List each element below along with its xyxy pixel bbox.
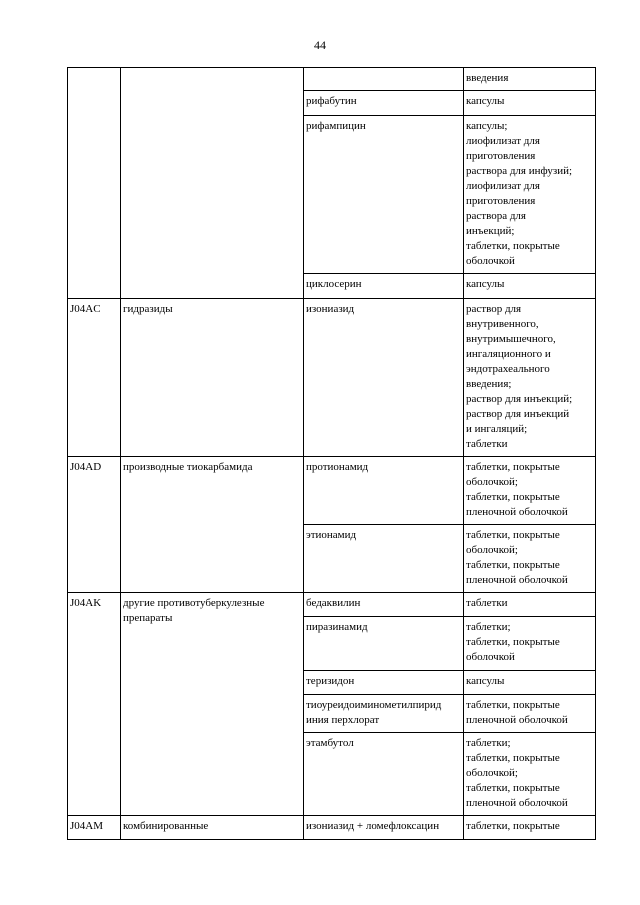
table-row [68,457,596,525]
atc-group-cell: другие противотуберкулезные препараты [121,593,304,816]
atc-group-cell: гидразиды [121,299,304,457]
dosage-form-cell: раствор для внутривенного, внутримышечного, ингаляционного и эндотрахеального введения; раствор для инъекций; раствор для инъекций и ингаляций; таблетки [464,299,596,457]
dosage-form-cell: таблетки, покрытые [464,816,596,840]
dosage-form-cell: таблетки [464,593,596,617]
atc-code-cell: J04AM [68,816,121,840]
table-row [68,593,596,617]
atc-code-cell: J04AC [68,299,121,457]
drug-name-cell: этамбутол [304,733,464,816]
drug-name-cell: пиразинамид [304,617,464,671]
drug-name-cell: теризидон [304,671,464,695]
atc-code-cell: J04AD [68,457,121,593]
dosage-form-cell: капсулы; лиофилизат для приготовления раствора для инфузий; лиофилизат для приготовления раствора для инъекций; таблетки, покрытые оболочкой [464,116,596,274]
drug-name-cell: тиоуреидоиминометилпирид иния перхлорат [304,695,464,733]
drug-classification-table [67,67,596,840]
dosage-form-cell: таблетки, покрытые пленочной оболочкой [464,695,596,733]
drug-name-cell [304,68,464,91]
dosage-form-cell: капсулы [464,91,596,116]
atc-group-cell: производные тиокарбамида [121,457,304,593]
dosage-form-cell: таблетки; таблетки, покрытые оболочкой [464,617,596,671]
drug-name-cell: рифабутин [304,91,464,116]
table-row [68,299,596,457]
drug-name-cell: рифампицин [304,116,464,274]
drug-name-cell: циклосерин [304,274,464,299]
atc-code-cell [68,68,121,299]
drug-name-cell: этионамид [304,525,464,593]
page-number: 44 [314,38,326,52]
drug-name-cell: бедаквилин [304,593,464,617]
table-row [68,816,596,840]
dosage-form-cell: таблетки; таблетки, покрытые оболочкой; таблетки, покрытые пленочной оболочкой [464,733,596,816]
drug-name-cell: изониазид + ломефлоксацин [304,816,464,840]
dosage-form-cell: таблетки, покрытые оболочкой; таблетки, покрытые пленочной оболочкой [464,457,596,525]
atc-group-cell [121,68,304,299]
drug-name-cell: протионамид [304,457,464,525]
atc-group-cell: комбинированные [121,816,304,840]
dosage-form-cell: таблетки, покрытые оболочкой; таблетки, покрытые пленочной оболочкой [464,525,596,593]
dosage-form-cell: введения [464,68,596,91]
table-row [68,68,596,91]
dosage-form-cell: капсулы [464,671,596,695]
atc-code-cell: J04AK [68,593,121,816]
drug-name-cell: изониазид [304,299,464,457]
dosage-form-cell: капсулы [464,274,596,299]
